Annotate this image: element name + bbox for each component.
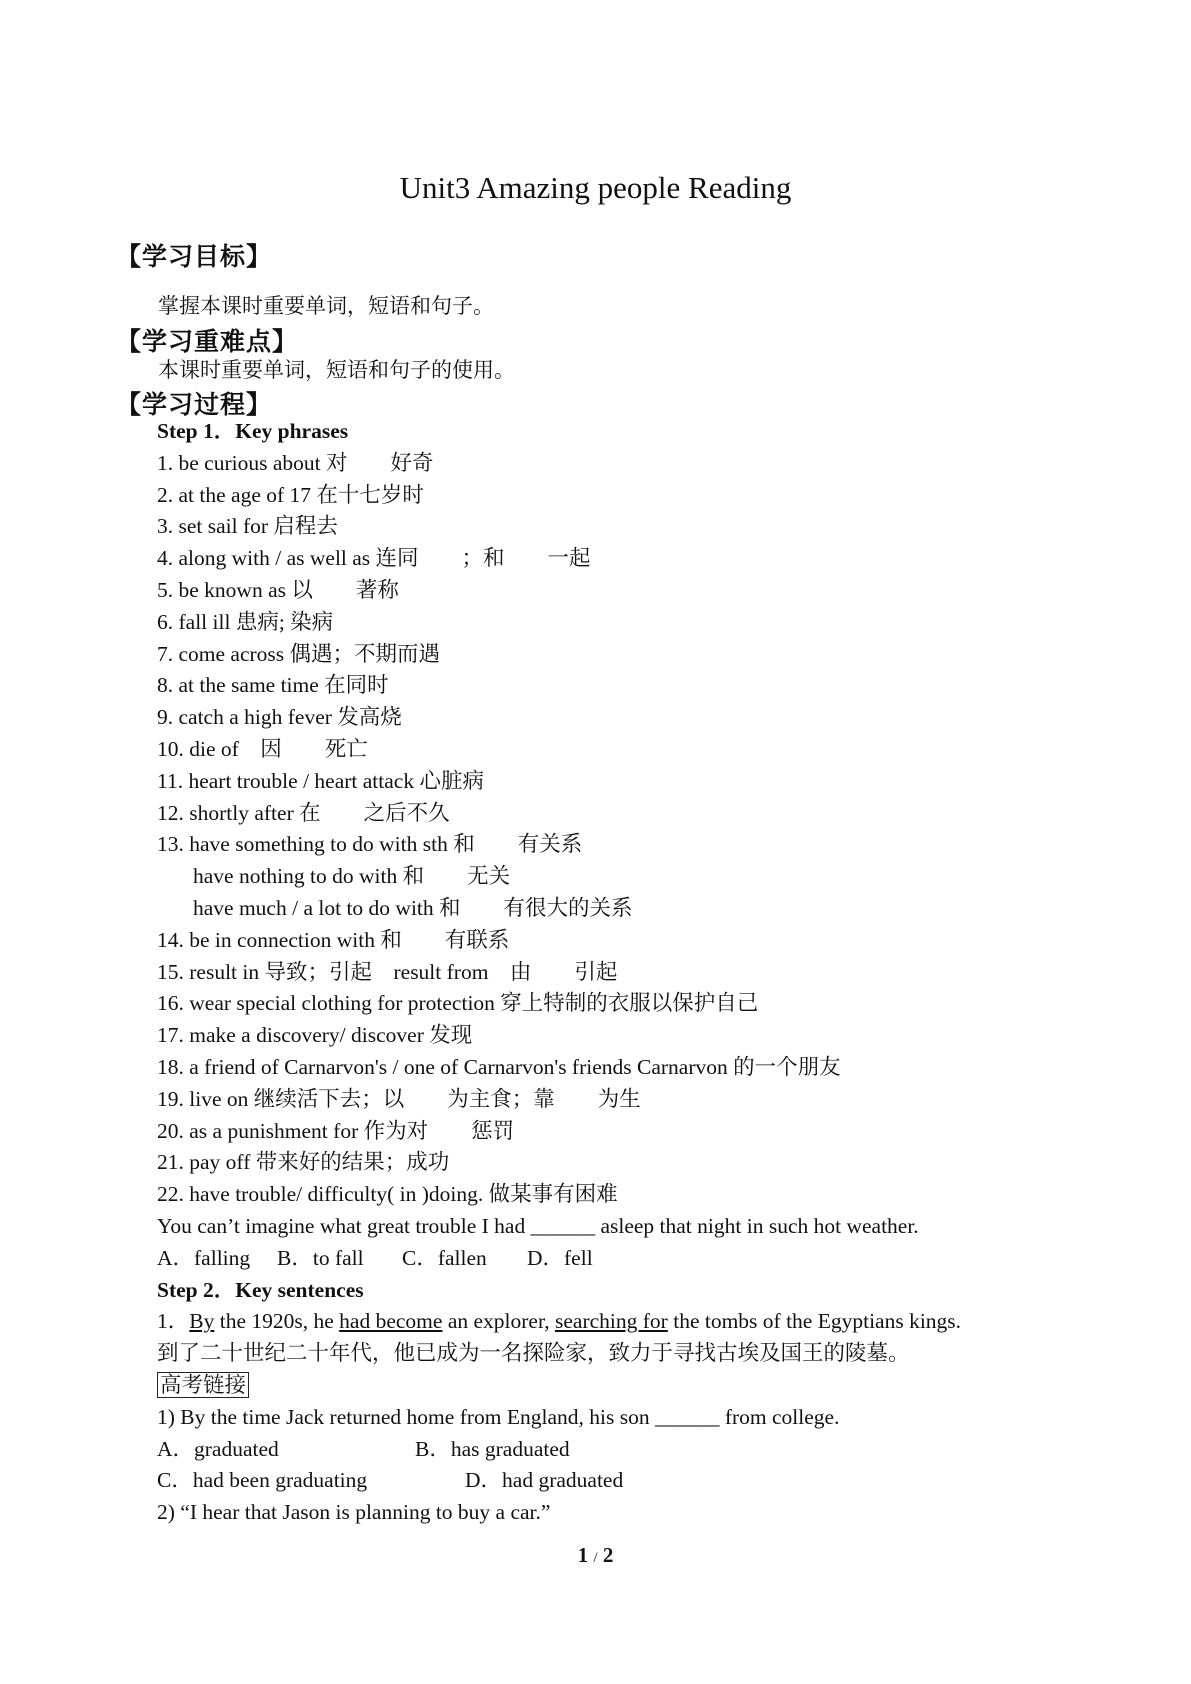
- link-q1-options-row2: [157, 1465, 1157, 1497]
- page-title: Unit3 Amazing people Reading: [399, 170, 792, 205]
- option-a: A．graduated: [157, 1436, 279, 1461]
- link-q1-options-row1: [157, 1434, 1157, 1466]
- goals-heading: 【学习目标】: [116, 242, 273, 271]
- phrase-item: 5. be known as 以 著称: [157, 577, 399, 602]
- phrase-item: 9. catch a high fever 发高烧: [157, 705, 402, 730]
- phrase-item: have much / a lot to do with 和 有很大的关系: [193, 895, 633, 920]
- underlined-had-become: had become: [339, 1309, 443, 1334]
- underlined-searching-for: searching for: [555, 1309, 668, 1334]
- gaokao-link-label: 高考链接: [157, 1372, 249, 1398]
- key-sentence-1-translation: 到了二十世纪二十年代，他已成为一名探险家，致力于寻找古埃及国王的陵墓。: [157, 1341, 910, 1366]
- option-a: A．falling: [157, 1245, 251, 1270]
- page-number: [0, 1543, 1191, 1568]
- step2-heading: Step 2．Key sentences: [157, 1277, 364, 1302]
- key-points-heading: 【学习重难点】: [116, 327, 299, 356]
- option-c: C．had been graduating: [157, 1468, 368, 1493]
- option-b: B．to fall: [277, 1245, 364, 1270]
- goals-text: 掌握本课时重要单词，短语和句子。: [158, 294, 494, 318]
- phrase-item: 16. wear special clothing for protection 穿上特制的衣服以保护自己: [157, 991, 759, 1016]
- phrase-item: 15. result in 导致；引起 result from 由 引起: [157, 959, 618, 984]
- phrase-item: 21. pay off 带来好的结果；成功: [157, 1150, 450, 1175]
- phrase-item: 2. at the age of 17 在十七岁时: [157, 482, 424, 507]
- phrase-item: 4. along with / as well as 连同 ；和 一起: [157, 546, 591, 571]
- phrase-item: 1. be curious about 对 好奇: [157, 450, 434, 475]
- phrase-item: have nothing to do with 和 无关: [193, 864, 511, 889]
- step1-question: You can’t imagine what great trouble I had ______ asleep that night in such hot weather.: [157, 1213, 919, 1238]
- option-d: D．had graduated: [465, 1468, 624, 1493]
- phrase-item: 7. come across 偶遇；不期而遇: [157, 641, 441, 666]
- underlined-by: By: [189, 1309, 215, 1334]
- gaokao-link: [157, 1370, 1157, 1402]
- phrase-item: 20. as a punishment for 作为对 惩罚: [157, 1118, 515, 1143]
- key-points-text-span: 本课时重要单词，短语和句子的使用。: [158, 358, 515, 382]
- sentence-text: an explorer,: [442, 1309, 556, 1334]
- phrase-item: 17. make a discovery/ discover 发现: [157, 1023, 473, 1048]
- phrase-item: 19. live on 继续活下去；以 为主食；靠 为生: [157, 1086, 641, 1111]
- phrase-item: 12. shortly after 在 之后不久: [157, 800, 450, 825]
- option-b: B．has graduated: [415, 1436, 570, 1461]
- phrase-item: 22. have trouble/ difficulty( in )doing. 做某事有困难: [157, 1182, 618, 1207]
- page-separator: /: [593, 1550, 598, 1566]
- sentence-text: the tombs of the Egyptians kings.: [667, 1309, 962, 1334]
- phrase-item: 13. have something to do with sth 和 有关系: [157, 832, 583, 857]
- phrase-item: 14. be in connection with 和 有联系: [157, 927, 510, 952]
- current-page: 1: [577, 1543, 589, 1567]
- sentence-number: 1．: [157, 1309, 190, 1334]
- step1-heading: Step 1．Key phrases: [157, 419, 349, 443]
- link-question-2: 2) “I hear that Jason is planning to buy a car.”: [157, 1500, 551, 1525]
- option-d: D．fell: [527, 1245, 593, 1270]
- process-heading: 【学习过程】: [116, 390, 273, 419]
- option-c: C．fallen: [402, 1245, 487, 1270]
- phrase-item: 6. fall ill 患病; 染病: [157, 609, 334, 634]
- sentence-text: the 1920s, he: [214, 1309, 340, 1334]
- link-question-1: 1) By the time Jack returned home from England, his son ______ from college.: [157, 1404, 840, 1429]
- phrase-item: 10. die of 因 死亡: [157, 736, 368, 761]
- key-sentence-1: [157, 1306, 1157, 1338]
- phrase-item: 8. at the same time 在同时: [157, 673, 389, 698]
- key-points-text: [158, 354, 515, 384]
- total-pages: 2: [602, 1543, 614, 1567]
- phrase-item: 18. a friend of Carnarvon's / one of Carnarvon's friends Carnarvon 的一个朋友: [157, 1054, 841, 1079]
- step1-options: [157, 1243, 1157, 1275]
- phrase-item: 11. heart trouble / heart attack 心脏病: [157, 768, 484, 793]
- content-body: [157, 416, 1157, 1529]
- phrase-item: 3. set sail for 启程去: [157, 514, 338, 539]
